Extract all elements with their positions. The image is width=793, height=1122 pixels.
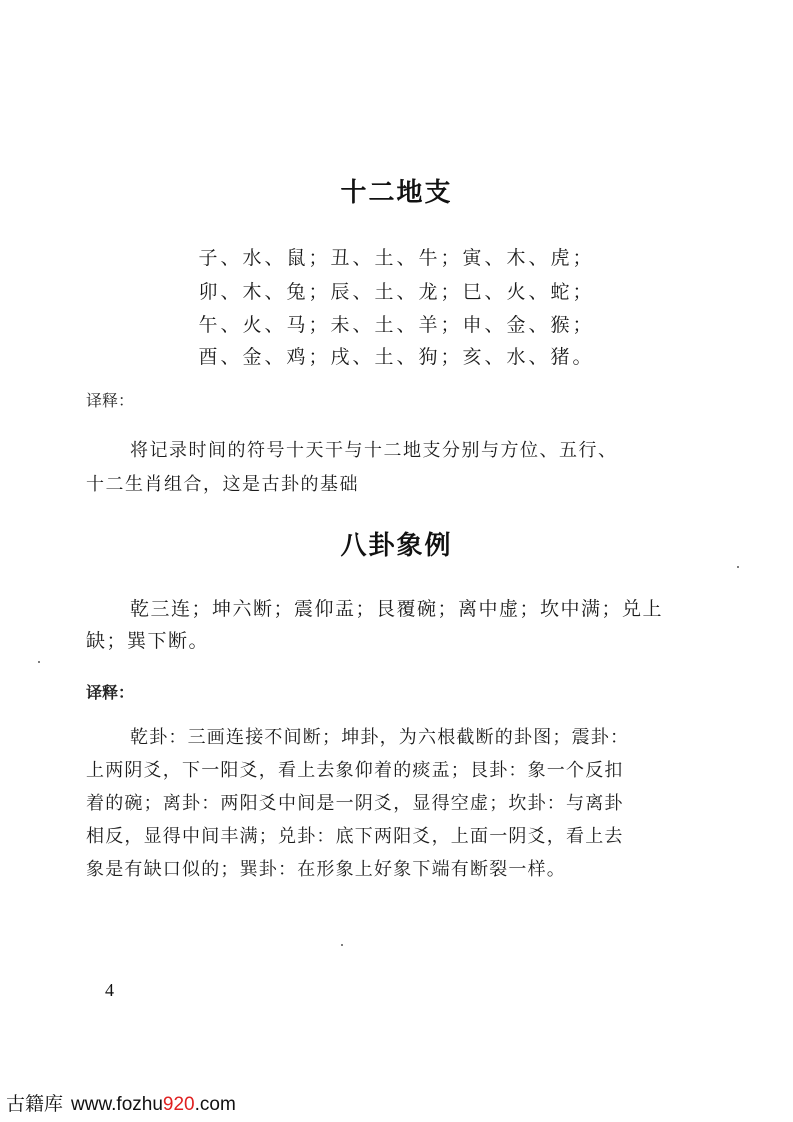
mnemonic-line: 缺；巽下断。 — [86, 630, 210, 652]
watermark-name: 古籍库 — [6, 1094, 64, 1115]
interpretation-paragraph — [86, 434, 696, 502]
interpretation-paragraph — [86, 721, 696, 886]
scan-speck — [341, 944, 343, 946]
verse-line: 子、水、鼠；丑、土、牛；寅、木、虎； — [198, 247, 595, 269]
paragraph-line: 乾卦：三画连接不间断；坤卦，为六根截断的卦图；震卦： — [130, 727, 630, 748]
paragraph-line: 着的碗；离卦：两阳爻中间是一阴爻，显得空虚；坎卦：与离卦 — [86, 793, 624, 814]
watermark — [6, 1089, 236, 1116]
verse-line: 午、火、马；未、土、羊；申、金、猴； — [198, 314, 595, 336]
paragraph-line: 相反，显得中间丰满；兑卦：底下两阳爻，上面一阴爻，看上去 — [86, 826, 624, 847]
verse-line: 卯、木、兔；辰、土、龙；巳、火、蛇； — [198, 281, 595, 303]
paragraph-line: 上两阴爻，下一阳爻，看上去象仰着的痰盂；艮卦：象一个反扣 — [86, 760, 624, 781]
mnemonic-line: 乾三连；坤六断；震仰盂；艮覆碗；离中虚；坎中满；兑上 — [130, 598, 664, 620]
watermark-site-prefix: www.fozhu — [71, 1094, 163, 1115]
watermark-site-suffix: .com — [194, 1094, 236, 1115]
paragraph-line: 十二生肖组合，这是古卦的基础 — [86, 474, 359, 495]
trigram-mnemonic — [86, 593, 696, 657]
interpretation-label: 译释： — [86, 391, 135, 410]
verse-line: 酉、金、鸡；戌、土、狗；亥、水、猪。 — [198, 346, 595, 368]
scan-speck — [737, 566, 739, 568]
interpretation-label: 译释： — [86, 683, 135, 702]
paragraph-line: 象是有缺口似的；巽卦：在形象上好象下端有断裂一样。 — [86, 859, 566, 880]
page-number: 4 — [105, 980, 114, 1000]
section-title-eight-trigrams: 八卦象例 — [340, 531, 453, 561]
watermark-site-digits: 920 — [162, 1094, 195, 1115]
section-title-earthly-branches: 十二地支 — [340, 178, 453, 208]
paragraph-line: 将记录时间的符号十天干与十二地支分别与方位、五行、 — [130, 440, 618, 461]
scan-speck — [38, 661, 40, 663]
